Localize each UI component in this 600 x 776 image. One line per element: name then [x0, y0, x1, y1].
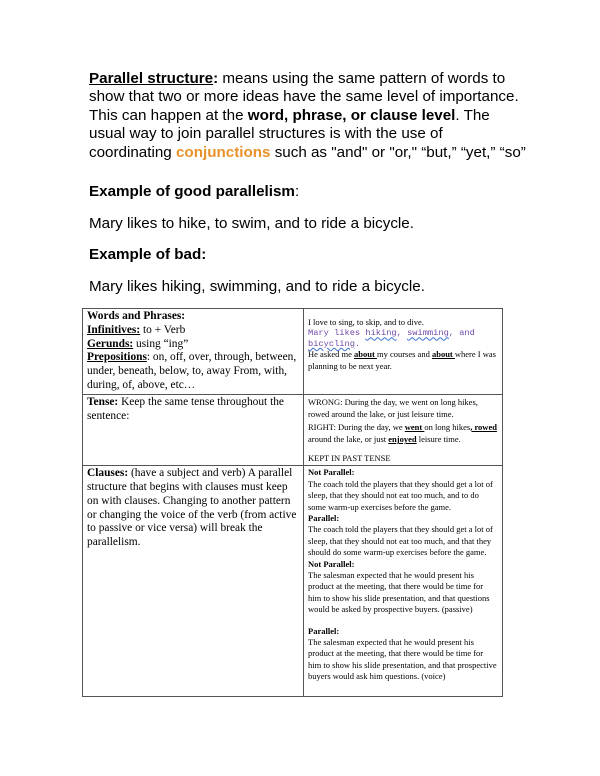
words-phrases-cell: Words and Phrases: Infinitives: to + Verb Gerunds: using “ing” Prepositions: on, off, over, through, between, under, beneath, below, to, away From, with, during, of, above, etc…: [83, 309, 304, 395]
tense-right-example: RIGHT: During the day, we went on long hikes, rowed around the lake, or just enjoyed leisure time.: [308, 421, 497, 445]
good-example-sentence: Mary likes to hike, to swim, and to ride a bicycle.: [89, 215, 414, 232]
table-row: [83, 309, 503, 395]
clauses-cell: Clauses: (have a subject and verb) A parallel structure that begins with clauses must keep on with clauses. Changing to another pattern or changing the voice of the verb (from active to passive or vice versa) will break the parallelism.: [83, 466, 304, 697]
tense-cell: Tense: Keep the same tense throughout the sentence:: [83, 394, 304, 466]
bad-example-heading: Example of bad:: [89, 246, 207, 263]
words-phrases-examples: I love to sing, to skip, and to dive. Mary likes hiking, swimming, and bicycling. He asked me about my courses and about where I was planning to be next year.: [304, 309, 503, 395]
intro-paragraph: Parallel structure: means using the same pattern of words to show that two or more ideas have the same level of importance. This can happen at the word, phrase, or clause level. The usual way to join parallel structures is with the use of coordinating conjunctions such as "and" or "or," “but,” “yet,” “so”: [89, 70, 526, 161]
levels-emphasis: word, phrase, or clause level: [247, 106, 456, 124]
conjunctions-highlight: conjunctions: [175, 143, 271, 161]
table-row: [83, 466, 503, 697]
bad-example-sentence: Mary likes hiking, swimming, and to ride a bicycle.: [89, 278, 425, 295]
table-row: [83, 394, 503, 466]
tense-note: KEPT IN PAST TENSE: [308, 452, 391, 463]
rules-table: [82, 308, 503, 697]
preposition-example: He asked me about my courses and about where I was planning to be next year.: [308, 349, 496, 371]
term-parallel-structure: Parallel structure: [89, 70, 214, 87]
clauses-examples: Not Parallel: The coach told the players that they should get a lot of sleep, that they should not eat too much, and to do some warm-up exercises before the game. Parallel: The coach told the players that they should get a lot of sleep, that they should not eat too much, and that they should do some warm-up exercises before the game. Not Parallel: The salesman expected that he would present his product at the meeting, that there would be time for him to show his slide presentation, and that questions would be asked by prospective buyers. (passive) Parallel: The salesman expected that he would present his product at the meeting, that there would be time for him to show his slide presentation, and that prospective buyers would ask him questions. (voice): [304, 466, 503, 697]
gerund-example: Mary likes hiking, swimming, and bicycling.: [308, 328, 475, 349]
tense-examples: WRONG: During the day, we went on long hikes, rowed around the lake, or just leisure time. RIGHT: During the day, we went on long hikes, rowed around the lake, or just enjoyed leisure time. KEPT IN PAST TENSE: [304, 394, 503, 466]
good-example-heading: Example of good parallelism:: [89, 183, 300, 200]
